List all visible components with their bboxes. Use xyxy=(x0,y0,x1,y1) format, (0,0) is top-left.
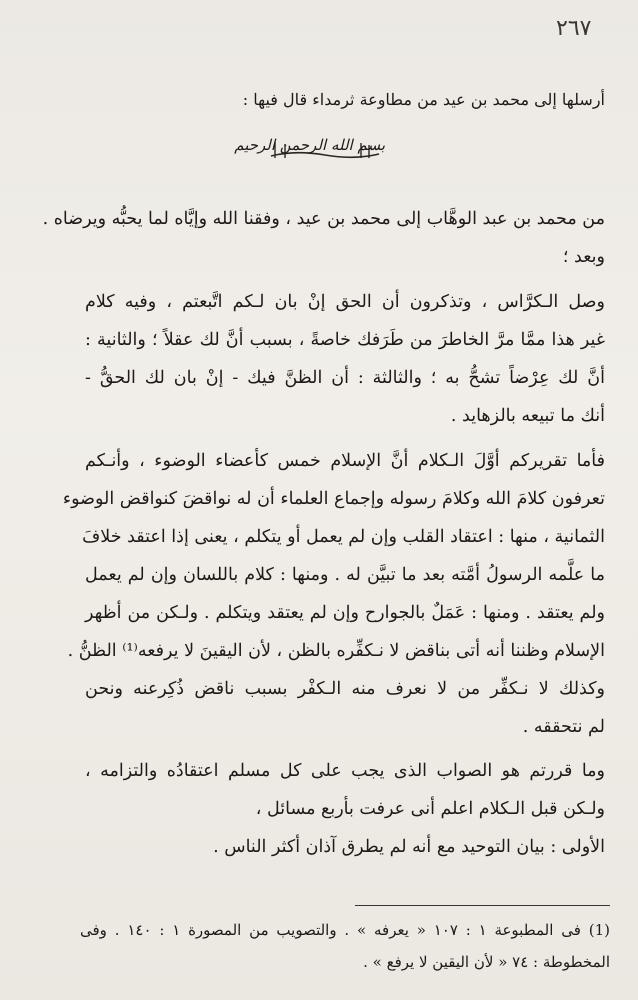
text-line: لم نتحققه . xyxy=(522,717,605,737)
page-number: ٢٦٧ xyxy=(556,16,592,41)
text-line: الثمانية ، منها : اعتقاد القلب وإن لم يعمل أو يتكلم ، يعنى إذا اعتقد خلافَ xyxy=(82,527,605,547)
text-line: وبعد ؛ xyxy=(562,247,605,267)
text-line: الأولى : بيان التوحيد مع أنه لم يطرق آذان أكثر الناس . xyxy=(213,837,605,857)
text-line: أنَّ لك عِرْضاً تشحُّ به ؛ والثالثة : أن الظنَّ فيك - إنْ بان لك الحقُّ - xyxy=(85,368,605,388)
letter-heading: أرسلها إلى محمد بن عيد من مطاوعة ثرمداء قال فيها : xyxy=(242,90,605,109)
text-line: ولم يعتقد . ومنها : عَمَلٌ بالجوارح وإن لم يعتقد ويتكلم . ولـكن من أظهر xyxy=(85,603,605,623)
footnote xyxy=(80,914,610,978)
text-line: غير هذا ممَّا مرَّ الخاطرَ من طَرَفك خاصةً ، بسبب أنَّ لك عقلاً ؛ والثانية : xyxy=(85,330,605,350)
paragraph-salutation xyxy=(42,200,605,276)
text-line: وصل الـكرَّاس ، وتذكرون أن الحق إنْ بان لـكم اتَّبعتم ، وفيه كلام xyxy=(85,292,605,312)
paragraph-four-issues xyxy=(85,752,605,866)
paragraph-booklet xyxy=(85,283,605,435)
footnote-divider xyxy=(355,905,610,906)
text-line: أنك ما تبيعه بالزهايد . xyxy=(450,406,605,426)
footnote-line: المخطوطة : ٧٤ « لأن اليقين لا يرفع » . xyxy=(363,953,610,971)
text-line: ما علَّمه الرسولُ أمَّته بعد ما تبيَّن له . ومنها : كلام باللسان وإن لم يعمل xyxy=(85,565,605,585)
text-line: من محمد بن عبد الوهَّاب إلى محمد بن عيد ، وفقنا الله وإيَّاه لما يحبُّه ويرضاه . xyxy=(42,209,605,229)
text-line: ولـكن قبل الـكلام اعلم أنى عرفت بأربع مسائل ، xyxy=(255,799,605,819)
text-line: الإسلام وظننا أنه أتى بناقض لا نـكفِّره بالظن ، لأن اليقينَ لا يرفعه⁽¹⁾ الظنُّ . xyxy=(67,641,605,661)
footnote-line: (1) فى المطبوعة ١ : ١٠٧ « يعرفه » . والتصويب من المصورة ١ : ١٤٠ . وفى xyxy=(80,921,610,939)
text-line: وما قررتم هو الصواب الذى يجب على كل مسلم اعتقادُه والتزامه ، xyxy=(85,761,605,781)
text-line: وكذلك لا نـكفِّر من لا نعرف منه الـكفْر بسبب ناقض ذُكِرعنه ونحن xyxy=(85,679,605,699)
text-line: فأما تقريركم أوَّلَ الـكلام أنَّ الإسلام خمس كأعضاء الوضوء ، وأنـكم xyxy=(85,451,605,471)
paragraph-nullifiers xyxy=(62,442,605,746)
basmala-calligraphy xyxy=(234,134,385,166)
text-line: تعرفون كلامَ الله وكلامَ رسوله وإجماع العلماء أن له نواقضَ كنواقض الوضوء xyxy=(62,489,605,509)
basmala-text: بسم الله الرحمن الرحيم xyxy=(234,136,385,154)
